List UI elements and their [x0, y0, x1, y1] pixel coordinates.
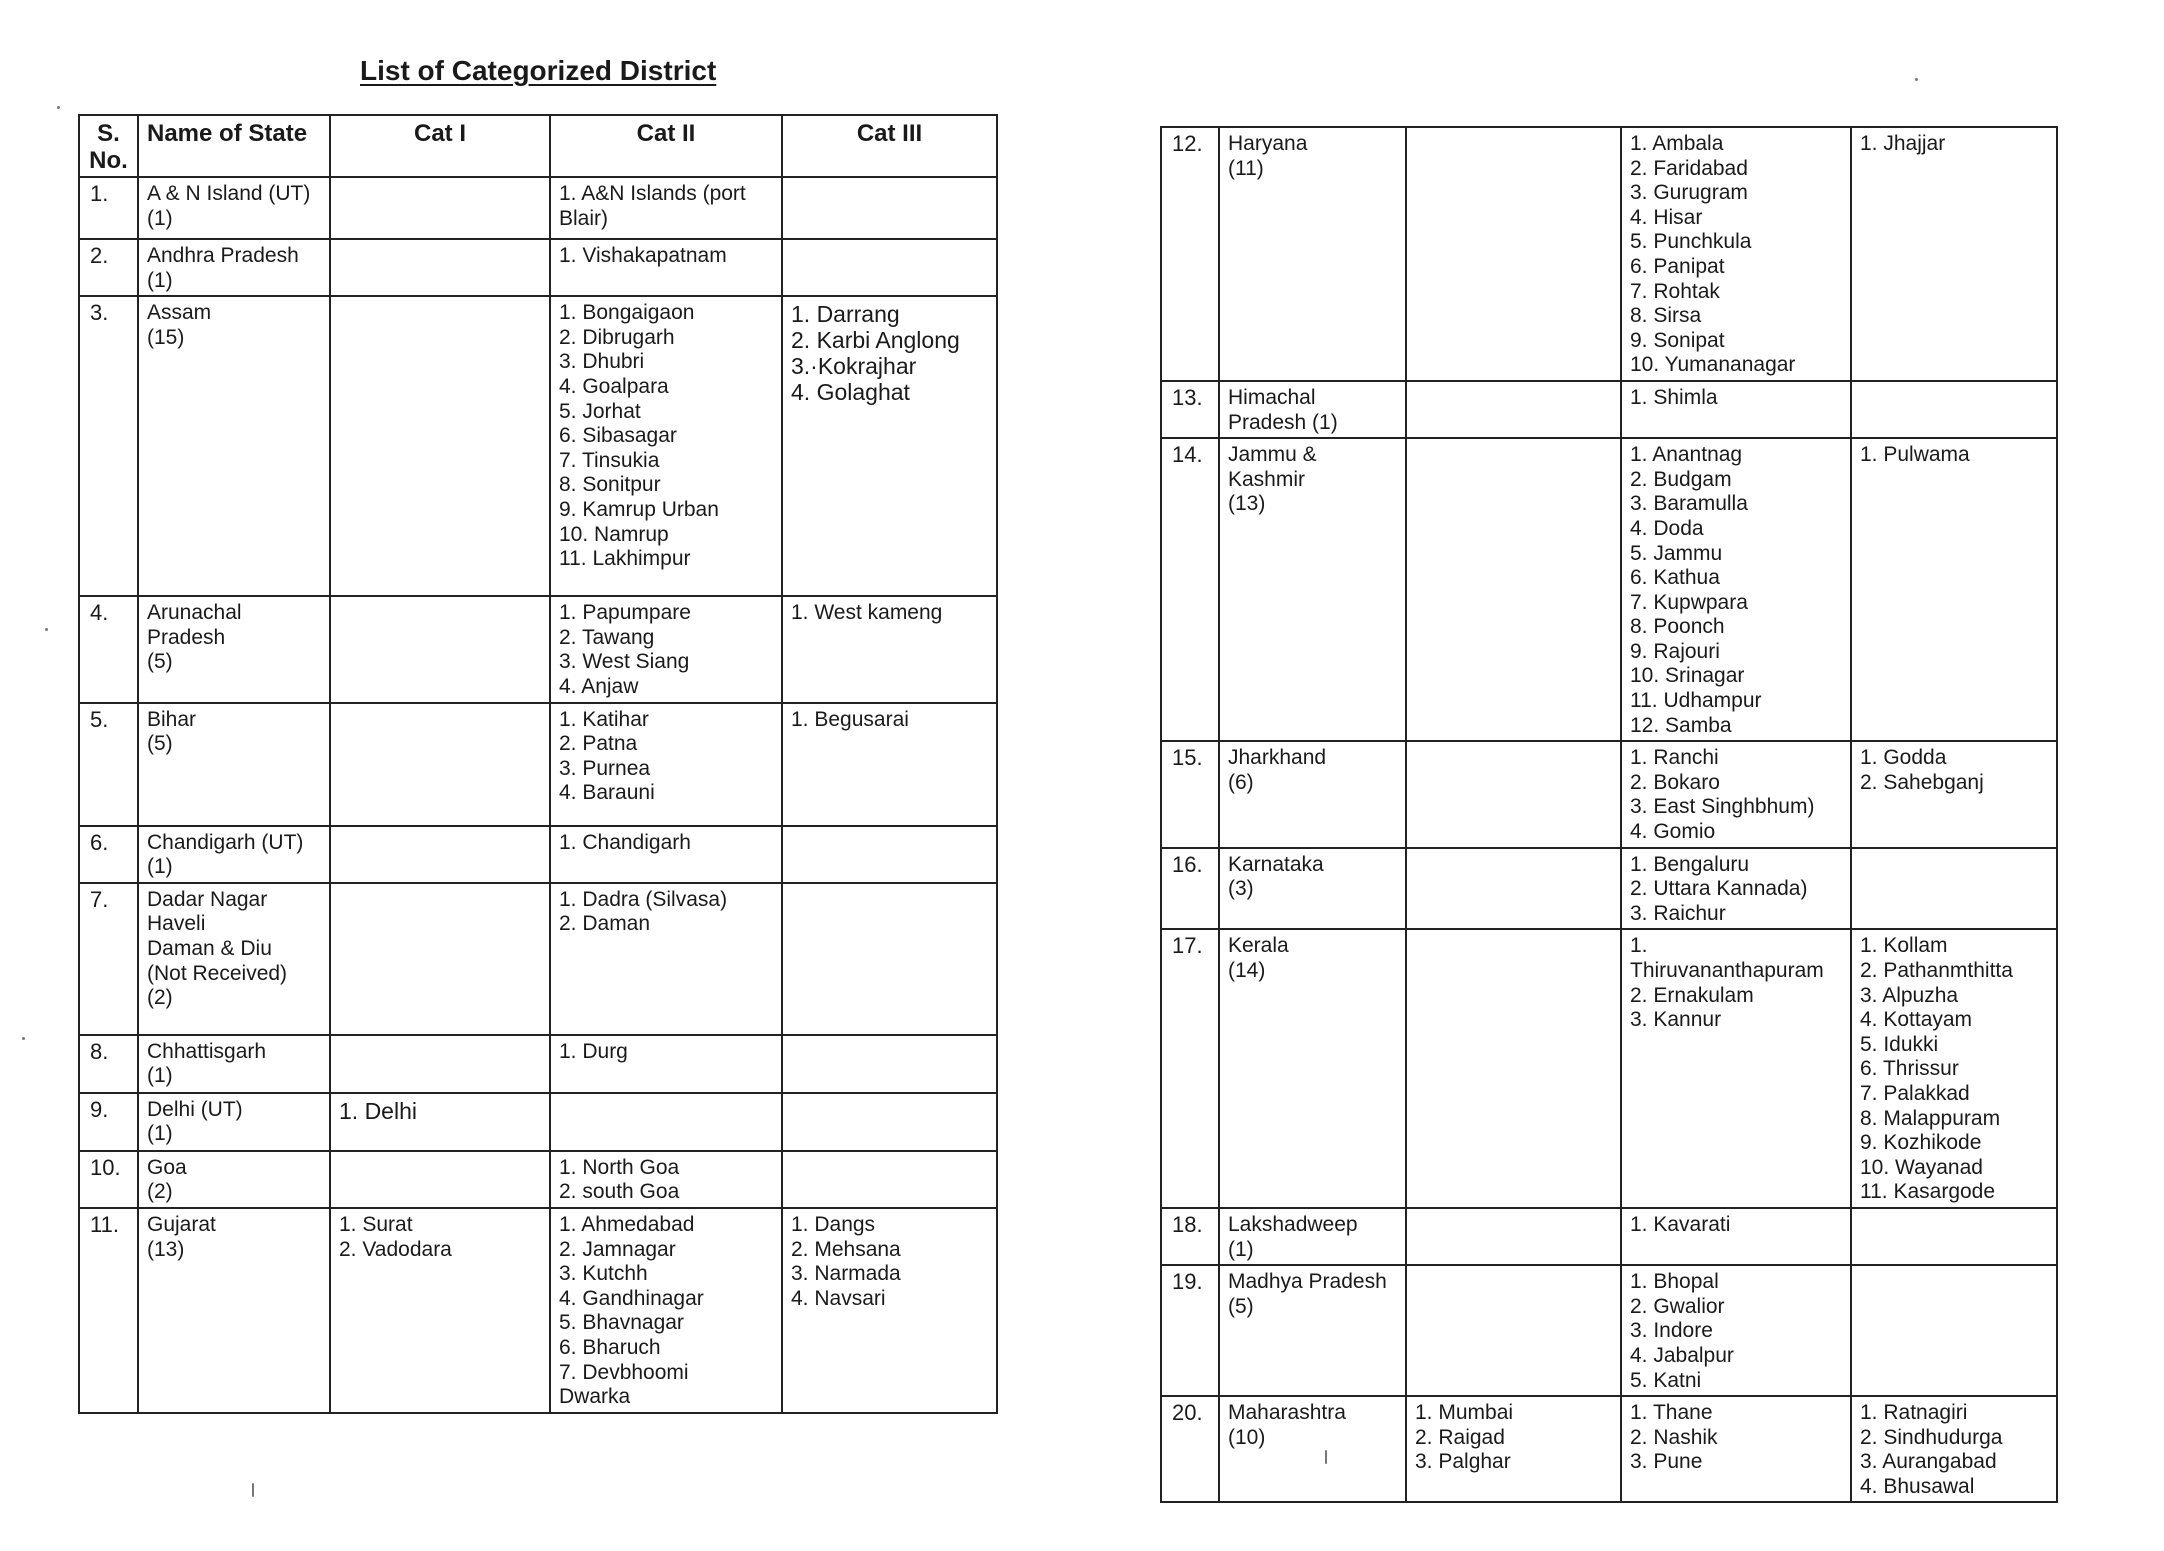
cat3-cell: [1851, 741, 2057, 847]
serial-number-cell: 13.: [1161, 381, 1219, 438]
state-name-line: Karnataka: [1228, 852, 1324, 876]
district-entry: 6. Sibasagar: [559, 424, 677, 448]
district-entry: 8. Sonitpur: [559, 473, 661, 497]
cat2-cell: [550, 703, 782, 826]
scan-mark: [252, 1483, 254, 1497]
district-entry: 6. Panipat: [1630, 254, 1725, 278]
district-entry: 8. Malappuram: [1860, 1106, 2001, 1130]
state-name-line: Goa: [147, 1155, 187, 1179]
state-name-line: Jharkhand: [1228, 746, 1327, 770]
state-name-cell: [138, 1093, 330, 1151]
state-name-cell: [1219, 848, 1406, 930]
cat1-cell: [1406, 1265, 1621, 1396]
cat1-cell: [1406, 848, 1621, 930]
serial-number-cell: 2.: [79, 239, 138, 296]
state-name-cell: [138, 1035, 330, 1093]
table-row: [1161, 848, 2057, 930]
district-entry: 2. Uttara Kannada): [1630, 877, 1808, 901]
serial-number-cell: 10.: [79, 1151, 138, 1208]
cat1-cell: [1406, 381, 1621, 438]
district-entry: 7. Rohtak: [1630, 279, 1720, 303]
district-entry: 12. Samba: [1630, 713, 1732, 737]
district-entry: 2. Daman: [559, 912, 651, 936]
district-entry: 6. Bharuch: [559, 1335, 661, 1359]
state-name-line: (1): [147, 206, 173, 230]
district-entry: 3. Indore: [1630, 1319, 1713, 1343]
district-entry: 1. Delhi: [339, 1097, 417, 1124]
district-entry: 1. Shimla: [1630, 385, 1718, 409]
state-name-cell: [138, 296, 330, 596]
district-entry: 11. Kasargode: [1860, 1180, 1996, 1204]
district-entry: 1. Dangs: [791, 1212, 876, 1236]
header-cat3: Cat III: [782, 115, 997, 177]
cat2-cell: [550, 296, 782, 596]
state-name-cell: [138, 883, 330, 1035]
district-entry: 6. Kathua: [1630, 566, 1720, 590]
district-entry: 1. A&N Islands (port: [559, 182, 746, 205]
right-table-body: [1161, 127, 2057, 1502]
table-row: [79, 296, 997, 596]
district-entry: 1. Kavarati: [1630, 1212, 1731, 1236]
cat2-cell: [1621, 741, 1851, 847]
district-entry: 2. Sahebganj: [1860, 770, 1984, 794]
district-entry: Thiruvananthapuram: [1630, 959, 1824, 982]
district-entry: Blair): [559, 206, 609, 230]
state-name-cell: [138, 177, 330, 239]
table-row: [79, 826, 997, 883]
cat2-cell: [1621, 929, 1851, 1208]
district-entry: 1. Pulwama: [1860, 443, 1970, 467]
serial-number-cell: 5.: [79, 703, 138, 826]
state-name-line: (5): [1228, 1294, 1254, 1318]
serial-number-cell: 14.: [1161, 438, 1219, 741]
cat3-cell: [782, 1208, 997, 1413]
district-entry: 10. Srinagar: [1630, 664, 1745, 688]
serial-number-cell: 3.: [79, 296, 138, 596]
district-entry: 1. Ahmedabad: [559, 1212, 695, 1236]
cat2-cell: [550, 1208, 782, 1413]
serial-number-cell: 8.: [79, 1035, 138, 1093]
cat3-cell: [1851, 848, 2057, 930]
table-row: [1161, 741, 2057, 847]
district-entry: 2. Dibrugarh: [559, 325, 675, 349]
district-entry: 1. Ratnagiri: [1860, 1401, 1968, 1425]
state-name-line: A & N Island (UT): [147, 182, 311, 205]
state-name-cell: [1219, 438, 1406, 741]
cat2-cell: [1621, 127, 1851, 381]
district-entry: 2. Karbi Anglong: [791, 327, 960, 354]
state-name-line: (1): [147, 855, 173, 879]
state-name-line: Kerala: [1228, 934, 1289, 958]
cat3-cell: [782, 239, 997, 296]
state-name-line: Haryana: [1228, 132, 1308, 155]
cat3-cell: [1851, 1396, 2057, 1502]
cat1-cell: [1406, 438, 1621, 741]
district-entry: 1. Katihar: [559, 707, 649, 731]
district-entry: 2. south Goa: [559, 1180, 680, 1204]
cat2-cell: [550, 1093, 782, 1151]
cat3-cell: [782, 177, 997, 239]
cat3-cell: [1851, 381, 2057, 438]
district-entry: 1. Durg: [559, 1039, 628, 1063]
state-name-line: Jammu &: [1228, 443, 1317, 467]
district-entry: 1. Bongaigaon: [559, 301, 695, 325]
district-entry: 7. Tinsukia: [559, 448, 660, 472]
state-name-line: Arunachal: [147, 601, 242, 625]
serial-number-cell: 19.: [1161, 1265, 1219, 1396]
header-sno: S. No.: [79, 115, 138, 177]
serial-number-cell: 15.: [1161, 741, 1219, 847]
table-row: [1161, 1265, 2057, 1396]
cat2-cell: [550, 883, 782, 1035]
table-row: [1161, 381, 2057, 438]
district-entry: 10. Yumananagar: [1630, 353, 1796, 377]
district-entry: 4. Anjaw: [559, 674, 639, 698]
district-entry: 2. Sindhudurga: [1860, 1425, 2003, 1449]
district-entry: 2. Jamnagar: [559, 1237, 676, 1261]
district-entry: 1. Jhajjar: [1860, 132, 1946, 155]
table-row: [1161, 1208, 2057, 1265]
district-entry: 3. Gurugram: [1630, 181, 1748, 205]
state-name-line: Madhya Pradesh: [1228, 1270, 1387, 1294]
cat2-cell: [1621, 1265, 1851, 1396]
table-row: [79, 177, 997, 239]
district-table-right: [1160, 126, 2058, 1503]
scan-speck: [22, 1037, 25, 1040]
serial-number-cell: 17.: [1161, 929, 1219, 1208]
state-name-cell: [1219, 1208, 1406, 1265]
cat3-cell: [1851, 1208, 2057, 1265]
header-state: Name of State: [138, 115, 330, 177]
district-entry: 1.: [1630, 934, 1648, 958]
cat2-cell: [550, 1035, 782, 1093]
state-name-cell: [1219, 1396, 1406, 1502]
district-entry: 1. Kollam: [1860, 934, 1948, 958]
district-entry: 5. Idukki: [1860, 1032, 1939, 1056]
district-entry: 2. Mehsana: [791, 1237, 901, 1261]
district-entry: 3. Aurangabad: [1860, 1450, 1997, 1474]
scan-speck: [45, 628, 48, 631]
district-entry: 1. Darrang: [791, 301, 900, 328]
cat2-cell: [550, 826, 782, 883]
state-name-line: Bihar: [147, 707, 197, 731]
district-entry: 1. Bhopal: [1630, 1270, 1719, 1294]
district-entry: 1. Begusarai: [791, 707, 909, 731]
district-table-left: [78, 114, 998, 1414]
district-entry: 1. Anantnag: [1630, 443, 1743, 467]
state-name-line: (Not Received): [147, 961, 288, 985]
state-name-line: (5): [147, 732, 173, 756]
district-entry: 4. Golaghat: [791, 379, 910, 406]
district-entry: 3. Alpuzha: [1860, 983, 1959, 1007]
district-entry: 1. Ambala: [1630, 132, 1724, 155]
district-entry: 1. Thane: [1630, 1401, 1713, 1425]
table-row: [1161, 127, 2057, 381]
district-entry: 4. Kottayam: [1860, 1008, 1973, 1032]
cat1-cell: [330, 1208, 550, 1413]
table-row: [79, 1093, 997, 1151]
state-name-line: (2): [147, 1180, 173, 1204]
table-row: [79, 596, 997, 702]
district-entry: 1. West kameng: [791, 601, 943, 625]
cat3-cell: [782, 703, 997, 826]
state-name-cell: [138, 703, 330, 826]
table-row: [79, 239, 997, 296]
district-entry: 2. Budgam: [1630, 467, 1732, 491]
district-entry: 3. East Singhbhum): [1630, 795, 1815, 819]
cat3-cell: [782, 883, 997, 1035]
district-entry: 1. Godda: [1860, 746, 1947, 770]
cat2-cell: [550, 596, 782, 702]
state-name-cell: [138, 826, 330, 883]
table-row: [79, 1151, 997, 1208]
district-entry: 11. Lakhimpur: [559, 547, 691, 571]
district-entry: 9. Sonipat: [1630, 328, 1725, 352]
district-entry: 2. Nashik: [1630, 1425, 1718, 1449]
district-entry: 2. Faridabad: [1630, 156, 1748, 180]
serial-number-cell: 4.: [79, 596, 138, 702]
state-name-line: (3): [1228, 877, 1254, 901]
state-name-line: (1): [147, 1064, 173, 1088]
state-name-line: (1): [147, 1122, 173, 1146]
district-entry: 5. Punchkula: [1630, 230, 1752, 254]
cat2-cell: [1621, 381, 1851, 438]
district-entry: 4. Navsari: [791, 1286, 886, 1310]
district-entry: 4. Jabalpur: [1630, 1343, 1734, 1367]
state-name-line: Maharashtra: [1228, 1401, 1346, 1425]
cat1-cell: [330, 703, 550, 826]
district-entry: 1. Vishakapatnam: [559, 244, 727, 267]
table-row: [1161, 1396, 2057, 1502]
cat1-cell: [1406, 1396, 1621, 1502]
district-entry: 3. Dhubri: [559, 350, 645, 374]
scan-speck: [57, 106, 60, 109]
state-name-cell: [1219, 127, 1406, 381]
district-entry: Dwarka: [559, 1385, 631, 1409]
cat1-cell: [330, 1093, 550, 1151]
district-entry: 10. Namrup: [559, 522, 669, 546]
serial-number-cell: 20.: [1161, 1396, 1219, 1502]
table-row: [79, 1035, 997, 1093]
district-entry: 4. Gomio: [1630, 820, 1716, 844]
district-entry: 7. Devbhoomi: [559, 1360, 689, 1384]
district-entry: 2. Patna: [559, 732, 638, 756]
state-name-line: Delhi (UT): [147, 1097, 243, 1121]
cat1-cell: [1406, 1208, 1621, 1265]
cat1-cell: [330, 296, 550, 596]
cat1-cell: [330, 1151, 550, 1208]
header-cat2: Cat II: [550, 115, 782, 177]
cat2-cell: [1621, 1208, 1851, 1265]
district-entry: 2. Ernakulam: [1630, 983, 1754, 1007]
district-entry: 2. Raigad: [1415, 1425, 1505, 1449]
state-name-line: Chandigarh (UT): [147, 830, 304, 854]
district-entry: 5. Jammu: [1630, 541, 1723, 565]
district-entry: 3. Palghar: [1415, 1450, 1511, 1474]
district-entry: 2. Gwalior: [1630, 1294, 1725, 1318]
district-entry: 5. Katni: [1630, 1368, 1702, 1392]
state-name-line: (11): [1228, 156, 1264, 180]
state-name-line: Dadar Nagar: [147, 887, 268, 911]
state-name-line: Lakshadweep: [1228, 1212, 1358, 1236]
table-row: [79, 1208, 997, 1413]
serial-number-cell: 16.: [1161, 848, 1219, 930]
district-entry: 1. Ranchi: [1630, 746, 1719, 770]
district-entry: 7. Kupwpara: [1630, 590, 1748, 614]
district-entry: 3. Kannur: [1630, 1008, 1722, 1032]
state-name-cell: [1219, 1265, 1406, 1396]
cat1-cell: [1406, 929, 1621, 1208]
cat1-cell: [330, 596, 550, 702]
district-entry: 6. Thrissur: [1860, 1057, 1959, 1081]
serial-number-cell: 11.: [79, 1208, 138, 1413]
district-entry: 1. Mumbai: [1415, 1401, 1514, 1425]
district-entry: 4. Gandhinagar: [559, 1286, 704, 1310]
district-entry: 11. Udhampur: [1630, 689, 1762, 713]
cat3-cell: [782, 1035, 997, 1093]
district-entry: 8. Sirsa: [1630, 304, 1702, 328]
state-name-line: (6): [1228, 770, 1254, 794]
state-name-cell: [138, 239, 330, 296]
state-name-line: Pradesh: [147, 625, 226, 649]
cat3-cell: [782, 596, 997, 702]
state-name-line: Gujarat: [147, 1212, 216, 1236]
district-entry: 3. Baramulla: [1630, 492, 1748, 516]
district-entry: 9. Kamrup Urban: [559, 497, 719, 521]
cat3-cell: [782, 826, 997, 883]
district-entry: 2. Vadodara: [339, 1237, 452, 1261]
state-name-line: (13): [1228, 492, 1266, 516]
serial-number-cell: 9.: [79, 1093, 138, 1151]
district-entry: 2. Pathanmthitta: [1860, 959, 2013, 982]
scan-mark: [1325, 1450, 1327, 1464]
header-cat1: Cat I: [330, 115, 550, 177]
state-name-line: Daman & Diu: [147, 936, 272, 960]
cat3-cell: [782, 296, 997, 596]
cat2-cell: [550, 177, 782, 239]
cat1-cell: [330, 239, 550, 296]
cat2-cell: [1621, 848, 1851, 930]
state-name-line: Pradesh (1): [1228, 410, 1338, 434]
cat2-cell: [550, 1151, 782, 1208]
table-row: [79, 883, 997, 1035]
district-entry: 7. Palakkad: [1860, 1081, 1970, 1105]
cat1-cell: [1406, 741, 1621, 847]
serial-number-cell: 1.: [79, 177, 138, 239]
state-name-line: Himachal: [1228, 385, 1316, 409]
district-entry: 1. Chandigarh: [559, 830, 691, 854]
state-name-line: (1): [147, 268, 173, 292]
district-entry: 1. Surat: [339, 1212, 413, 1236]
table-row: [1161, 929, 2057, 1208]
district-entry: 5. Bhavnagar: [559, 1311, 684, 1335]
district-entry: 8. Poonch: [1630, 615, 1725, 639]
cat1-cell: [330, 1035, 550, 1093]
cat1-cell: [330, 883, 550, 1035]
state-name-line: (14): [1228, 959, 1266, 982]
state-name-line: (15): [147, 325, 185, 349]
district-entry: 4. Goalpara: [559, 374, 669, 398]
district-entry: 3. West Siang: [559, 650, 690, 674]
state-name-line: (2): [147, 986, 173, 1010]
district-entry: 1. Dadra (Silvasa): [559, 887, 728, 911]
cat2-cell: [1621, 1396, 1851, 1502]
serial-number-cell: 6.: [79, 826, 138, 883]
district-entry: 1. Papumpare: [559, 601, 691, 625]
district-entry: 3. Narmada: [791, 1262, 901, 1286]
district-entry: 9. Rajouri: [1630, 639, 1720, 663]
district-entry: 3. Kutchh: [559, 1262, 648, 1286]
district-entry: 2. Tawang: [559, 625, 655, 649]
state-name-line: Kashmir: [1228, 467, 1306, 491]
state-name-cell: [138, 1208, 330, 1413]
cat3-cell: [782, 1151, 997, 1208]
state-name-line: Chhattisgarh: [147, 1039, 267, 1063]
page-title: List of Categorized District: [360, 55, 717, 86]
district-entry: 3.·Kokrajhar: [791, 353, 917, 380]
table-row: [1161, 438, 2057, 741]
district-entry: 10. Wayanad: [1860, 1155, 1983, 1179]
state-name-cell: [138, 1151, 330, 1208]
cat3-cell: [1851, 127, 2057, 381]
district-entry: 9. Kozhikode: [1860, 1131, 1982, 1155]
district-entry: 4. Barauni: [559, 781, 655, 805]
state-name-cell: [1219, 929, 1406, 1208]
district-entry: 4. Doda: [1630, 516, 1704, 540]
state-name-line: (5): [147, 650, 173, 674]
cat3-cell: [1851, 438, 2057, 741]
district-entry: 3. Pune: [1630, 1450, 1703, 1474]
cat1-cell: [330, 177, 550, 239]
district-entry: 2. Bokaro: [1630, 770, 1720, 794]
table-row: [79, 703, 997, 826]
state-name-cell: [1219, 741, 1406, 847]
serial-number-cell: 7.: [79, 883, 138, 1035]
state-name-cell: [138, 596, 330, 702]
state-name-line: Assam: [147, 301, 212, 325]
cat1-cell: [1406, 127, 1621, 381]
serial-number-cell: 18.: [1161, 1208, 1219, 1265]
state-name-line: Andhra Pradesh: [147, 244, 299, 267]
scan-speck: [1915, 78, 1918, 81]
serial-number-cell: 12.: [1161, 127, 1219, 381]
cat1-cell: [330, 826, 550, 883]
district-entry: 4. Bhusawal: [1860, 1474, 1975, 1498]
district-entry: 5. Jorhat: [559, 399, 641, 423]
cat2-cell: [1621, 438, 1851, 741]
cat3-cell: [1851, 1265, 2057, 1396]
district-entry: 1. North Goa: [559, 1155, 680, 1179]
cat3-cell: [782, 1093, 997, 1151]
district-entry: 4. Hisar: [1630, 205, 1703, 229]
state-name-line: (13): [147, 1237, 185, 1261]
state-name-line: (1): [1228, 1237, 1254, 1261]
state-name-line: (10): [1228, 1425, 1266, 1449]
left-table-body: [79, 177, 997, 1413]
state-name-cell: [1219, 381, 1406, 438]
district-entry: 3. Purnea: [559, 756, 651, 780]
cat3-cell: [1851, 929, 2057, 1208]
cat2-cell: [550, 239, 782, 296]
state-name-line: Haveli: [147, 912, 206, 936]
district-entry: 1. Bengaluru: [1630, 852, 1750, 876]
district-entry: 3. Raichur: [1630, 901, 1726, 925]
